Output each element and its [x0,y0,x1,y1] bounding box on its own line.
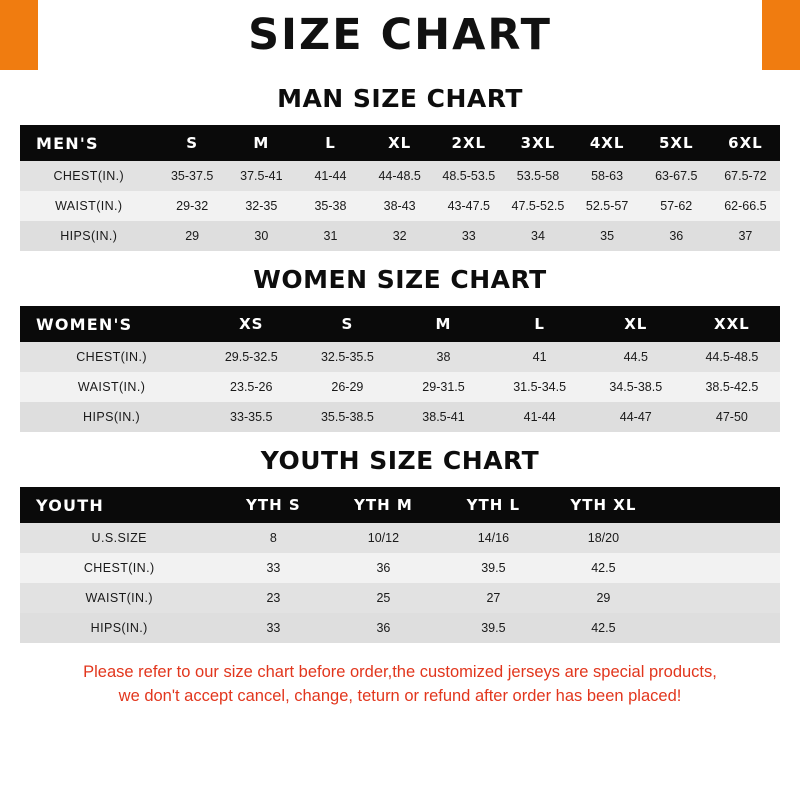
cell: 38.5-41 [422,410,465,424]
header-cell: YTH XL [570,496,637,514]
table-row [20,221,780,251]
section-title-man: MAN SIZE CHART [277,84,523,113]
row-label: WAIST(IN.) [55,199,123,213]
cell-spacer [658,553,780,583]
cell: 41 [532,350,547,364]
cell: 8 [269,531,277,545]
cell: 35.5-38.5 [320,410,374,424]
header-cell-spacer [658,487,780,523]
row-label: WAIST(IN.) [77,380,146,394]
table-header-row [20,125,780,161]
header-cell: 5XL [658,134,694,152]
cell: 29-32 [176,199,209,213]
footer-note [0,661,800,709]
table-row [20,523,780,553]
cell: 31.5-34.5 [513,380,567,394]
header-cell: M [253,134,270,152]
cell: 47-50 [715,410,748,424]
header-cell: 6XL [728,134,763,152]
table-row [20,402,780,432]
cell: 42.5 [591,561,616,575]
cell: 44.5-48.5 [705,350,759,364]
cell: 23.5-26 [230,380,273,394]
header-cell: MEN'S [36,133,99,153]
cell: 29-31.5 [422,380,465,394]
section-title-women: WOMEN SIZE CHART [253,265,547,294]
header-cell: S [341,315,354,333]
header-cell: YTH L [466,496,521,514]
table-youth [20,487,780,643]
header-cell: XXL [714,315,750,333]
cell: 37.5-41 [240,169,283,183]
row-label: HIPS(IN.) [60,229,118,243]
footer-line-2: we don't accept cancel, change, teturn or refund after order has been placed! [118,686,682,705]
cell: 30 [254,229,269,243]
cell-spacer [658,523,780,553]
cell: 62-66.5 [724,199,767,213]
header-cell: WOMEN'S [36,314,133,334]
header-cell: XL [624,315,648,333]
header-cell: M [435,315,452,333]
header-cell: 3XL [520,134,556,152]
cell: 23 [266,591,281,605]
header-cell: 2XL [451,134,487,152]
cell: 32-35 [245,199,278,213]
cell: 48.5-53.5 [442,169,496,183]
cell: 32.5-35.5 [320,350,374,364]
row-label: CHEST(IN.) [53,169,125,183]
cell: 52.5-57 [585,199,629,213]
row-label: CHEST(IN.) [83,561,155,575]
cell: 33 [266,621,281,635]
cell: 34 [531,229,545,243]
header-cell: S [186,134,199,152]
cell: 29 [185,229,200,243]
cell: 34.5-38.5 [609,380,663,394]
cell: 44-47 [619,410,652,424]
cell: 47.5-52.5 [511,199,565,213]
banner [0,0,800,70]
cell: 43-47.5 [447,199,490,213]
header-cell: XL [388,134,412,152]
cell: 36 [669,229,684,243]
cell: 32 [392,229,407,243]
cell: 37 [738,229,753,243]
cell: 58-63 [591,169,624,183]
cell: 36 [376,621,391,635]
table-header-row [20,306,780,342]
cell: 27 [486,591,501,605]
cell: 33-35.5 [230,410,273,424]
cell: 26-29 [331,380,364,394]
cell: 42.5 [591,621,616,635]
table-row [20,613,780,643]
cell: 33 [461,229,476,243]
cell: 44-48.5 [378,169,421,183]
header-cell: XS [239,315,264,333]
header-cell: L [325,134,336,152]
cell: 18/20 [587,531,620,545]
cell: 36 [376,561,391,575]
banner-accent-right [762,0,800,70]
cell: 31 [323,229,338,243]
cell: 35-38 [314,199,347,213]
cell: 67.5-72 [724,169,767,183]
page-title: SIZE CHART [248,9,552,60]
cell: 38-43 [383,199,416,213]
cell: 53.5-58 [516,169,560,183]
table-man [20,125,780,251]
table-row [20,191,780,221]
row-label: HIPS(IN.) [83,410,141,424]
table-row [20,583,780,613]
row-label: WAIST(IN.) [85,591,153,605]
cell: 33 [266,561,281,575]
cell: 29 [596,591,611,605]
row-label: U.S.SIZE [91,531,147,545]
cell: 41-44 [523,410,556,424]
header-cell: L [534,315,545,333]
cell: 35 [600,229,615,243]
cell: 35-37.5 [170,169,214,183]
cell: 14/16 [477,531,510,545]
cell: 39.5 [481,561,506,575]
cell: 25 [376,591,391,605]
row-label: HIPS(IN.) [90,621,148,635]
cell: 41-44 [314,169,347,183]
cell: 29.5-32.5 [224,350,278,364]
cell: 39.5 [481,621,506,635]
row-label: CHEST(IN.) [76,350,147,364]
section-man [0,84,800,251]
cell: 63-67.5 [655,169,698,183]
table-row [20,553,780,583]
section-women [0,265,800,432]
header-cell: YOUTH [36,495,104,515]
cell: 38 [436,350,451,364]
banner-accent-left [0,0,38,70]
cell-spacer [658,583,780,613]
cell-spacer [658,613,780,643]
header-cell: YTH M [353,496,413,514]
cell: 38.5-42.5 [705,380,759,394]
footer-line-1: Please refer to our size chart before order,the customized jerseys are special products, [83,663,717,681]
cell: 44.5 [623,350,648,364]
cell: 57-62 [660,199,693,213]
table-header-row [20,487,780,523]
table-row [20,342,780,372]
header-cell: 4XL [589,134,625,152]
table-row [20,161,780,191]
header-cell: YTH S [246,496,301,514]
section-title-youth: YOUTH SIZE CHART [260,446,540,475]
table-women [20,306,780,432]
section-youth [0,446,800,643]
table-row [20,372,780,402]
cell: 10/12 [367,531,400,545]
